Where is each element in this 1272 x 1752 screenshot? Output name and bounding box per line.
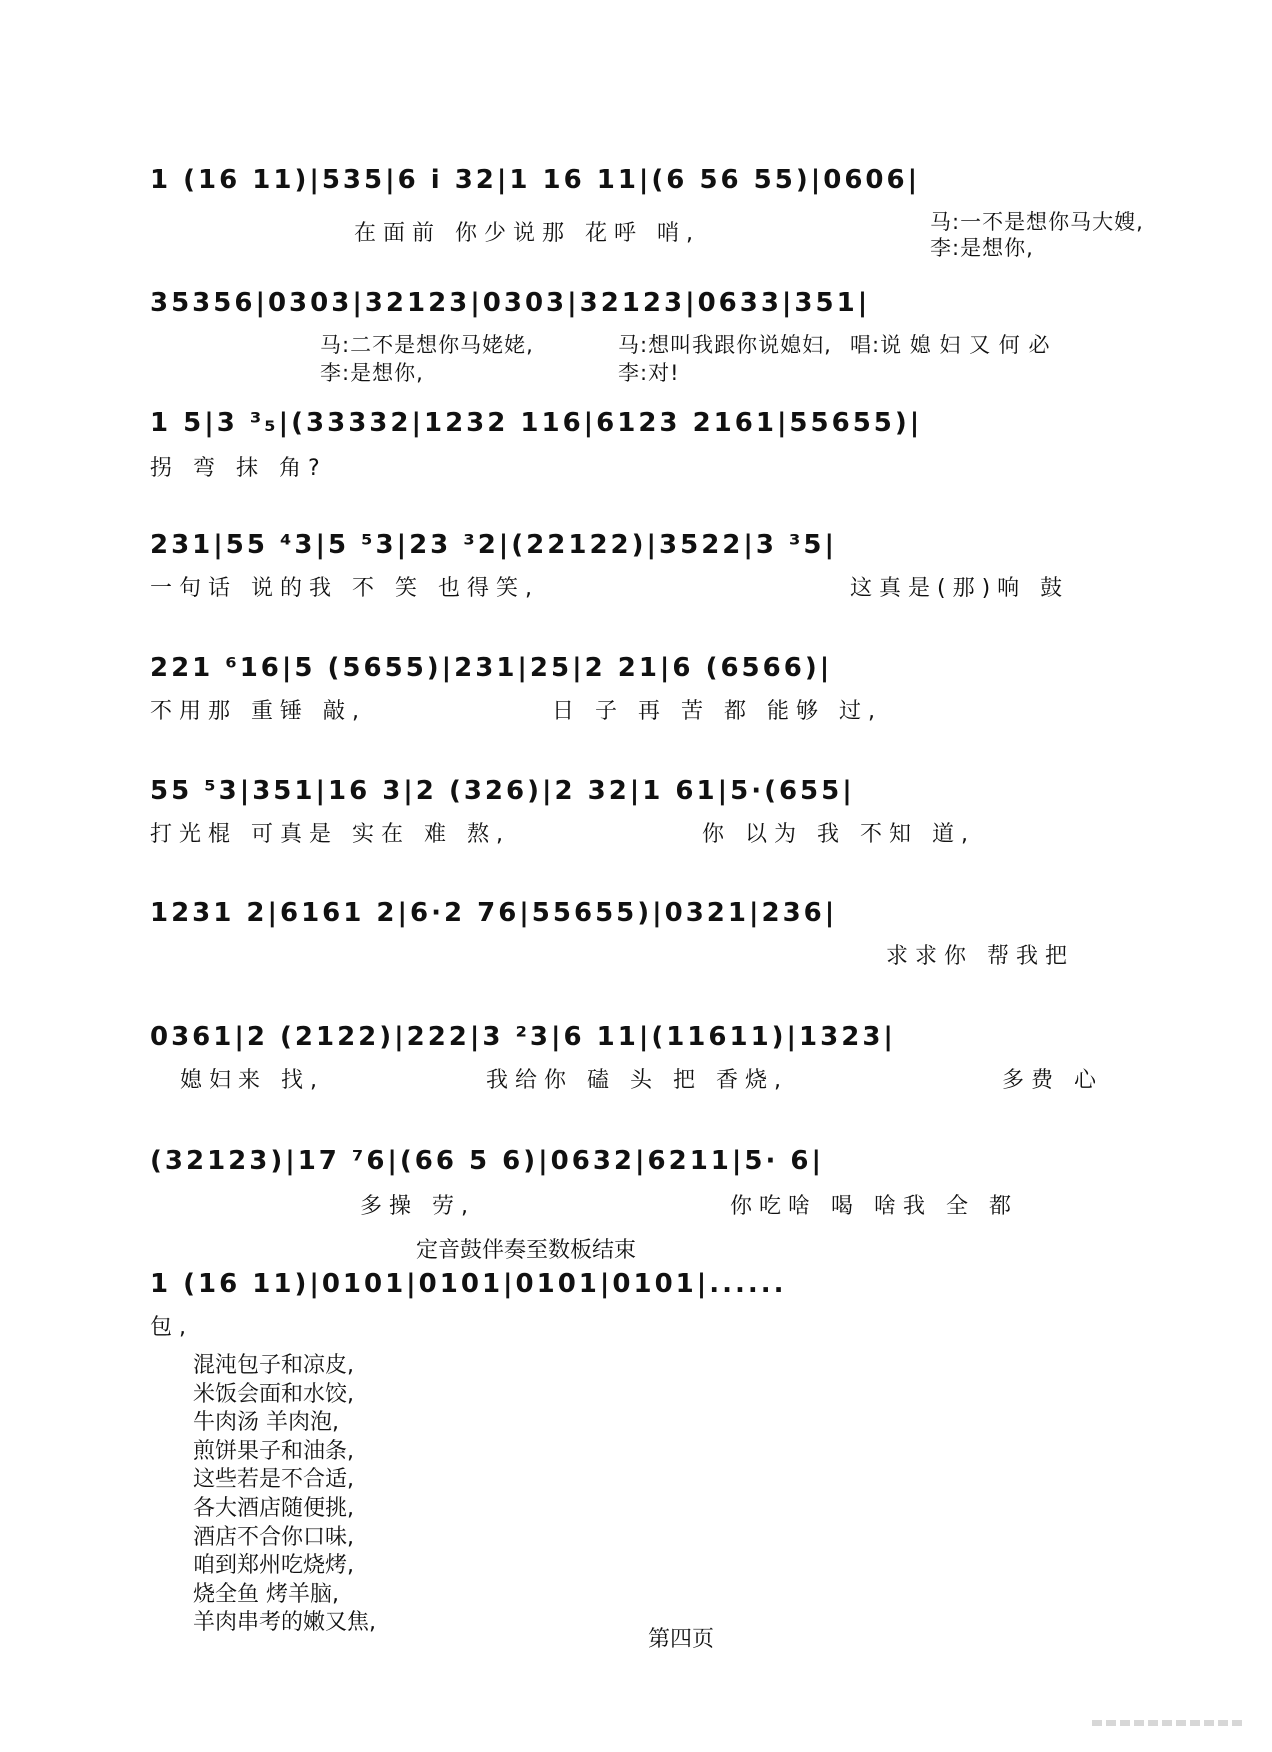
verse-line: 咱到郑州吃烧烤, [193, 1553, 354, 1579]
notation-line: 1231 2|6161 2|6·2 76|55655)|0321|236| [150, 898, 838, 928]
verse-line: 羊肉串考的嫩又焦, [193, 1610, 376, 1636]
lyric-line: 打光棍 可真是 实在 难 熬, [150, 822, 510, 847]
lyric-line: 你 以为 我 不知 道, [702, 822, 975, 847]
notation-line: 1 5|3 ³₅|(33332|1232 116|6123 2161|55655)| [150, 408, 923, 438]
notation-line: 55 ⁵3|351|16 3|2 (326)|2 32|1 61|5·(655| [150, 776, 855, 806]
notation-line: (32123)|17 ⁷6|(66 5 6)|0632|6211|5· 6| [150, 1146, 824, 1176]
lyric-line: 求求你 帮我把 [886, 944, 1074, 969]
watermark-mark [1092, 1720, 1242, 1726]
page-number: 第四页 [648, 1627, 715, 1652]
spoken-verse [193, 1352, 376, 1638]
dialogue-line: 李:是想你, [320, 361, 424, 385]
verse-line: 这些若是不合适, [193, 1467, 354, 1493]
dialogue-line: 李:对! [618, 361, 680, 385]
verse-line: 烧全鱼 烤羊脑, [193, 1581, 339, 1607]
drum-accompaniment-note: 定音鼓伴奏至数板结束 [416, 1238, 637, 1263]
dialogue-line: 马:想叫我跟你说媳妇, [618, 333, 832, 357]
lyric-line: 我给你 磕 头 把 香烧, [486, 1068, 788, 1093]
verse-line: 煎饼果子和油条, [193, 1438, 354, 1464]
dialogue-line: 马:二不是想你马姥姥, [320, 333, 534, 357]
lyric-line: 媳妇来 找, [180, 1068, 324, 1093]
lyric-line: 这真是(那)响 鼓 [850, 576, 1070, 601]
verse-line: 酒店不合你口味, [193, 1524, 354, 1550]
notation-line: 231|55 ⁴3|5 ⁵3|23 ³2|(22122)|3522|3 ³5| [150, 530, 837, 560]
lyric-line: 多费 心 [1002, 1068, 1103, 1093]
lyric-line: 包, [150, 1315, 193, 1340]
lyric-line: 拐 弯 抹 角? [150, 456, 327, 481]
notation-line: 221 ⁶16|5 (5655)|231|25|2 21|6 (6566)| [150, 653, 833, 683]
lyric-line: 日 子 再 苦 都 能够 过, [552, 699, 882, 724]
dialogue-line: 马:一不是想你马大嫂, [930, 210, 1144, 234]
verse-line: 牛肉汤 羊肉泡, [193, 1410, 339, 1436]
dialogue-line: 唱:说 媳 妇 又 何 必 [850, 333, 1051, 357]
verse-line: 各大酒店随便挑, [193, 1495, 354, 1521]
lyric-line: 一句话 说的我 不 笑 也得笑, [150, 576, 539, 601]
notation-line: 1 (16 11)|0101|0101|0101|0101|...... [150, 1269, 787, 1299]
lyric-line: 多操 劳, [360, 1194, 475, 1219]
lyric-line: 在面前 你少说那 花呼 哨, [354, 221, 700, 246]
notation-line: 1 (16 11)|535|6 i 32|1 16 11|(6 56 55)|0606| [150, 165, 921, 195]
notation-line: 35356|0303|32123|0303|32123|0633|351| [150, 288, 871, 318]
verse-line: 米饭会面和水饺, [193, 1381, 354, 1407]
lyric-line: 不用那 重锤 敲, [150, 699, 366, 724]
dialogue-line: 李:是想你, [930, 236, 1034, 260]
notation-line: 0361|2 (2122)|222|3 ²3|6 11|(11611)|1323| [150, 1022, 896, 1052]
verse-line: 混沌包子和凉皮, [193, 1353, 354, 1378]
lyric-line: 你吃啥 喝 啥我 全 都 [730, 1194, 1018, 1219]
